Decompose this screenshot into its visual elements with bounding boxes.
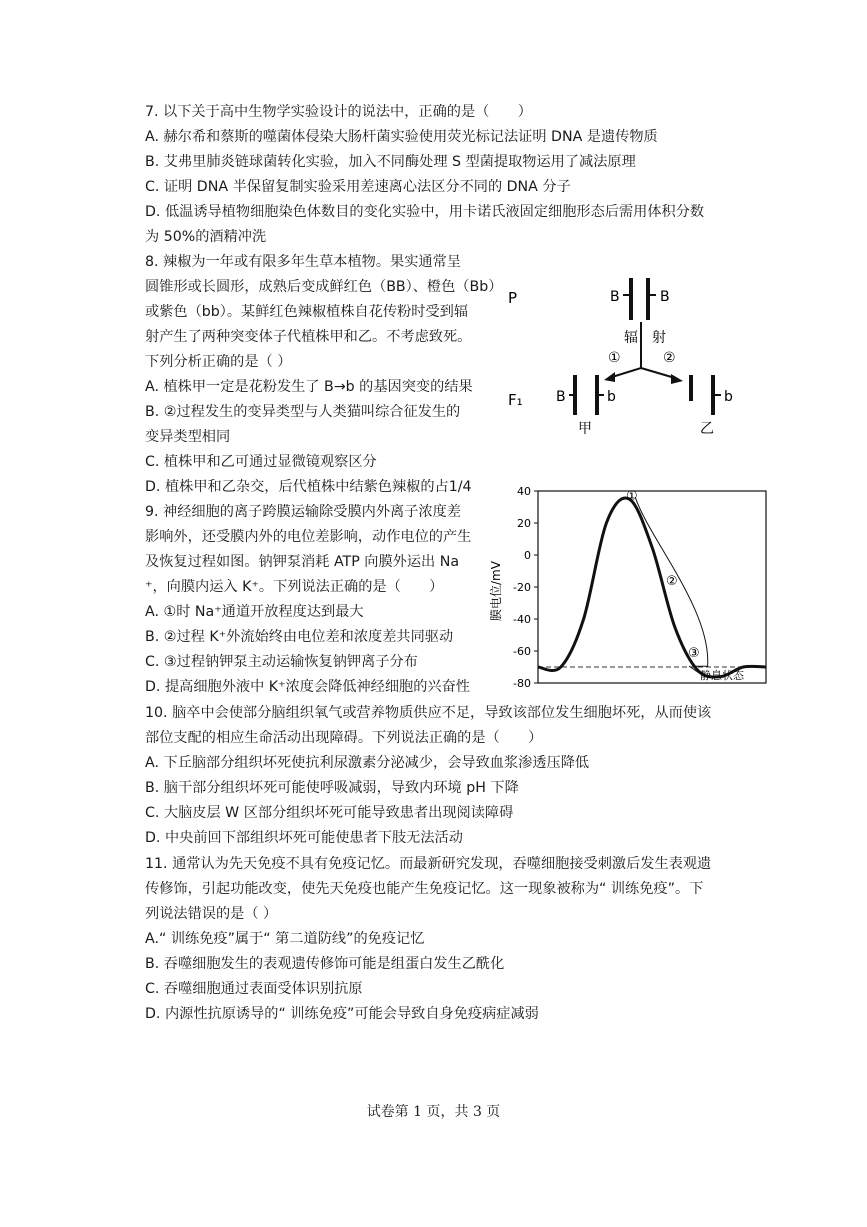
action-potential-curve (538, 498, 766, 677)
y-tick-label: -20 (513, 581, 531, 594)
q8-stem-2: 圆锥形或长圆形，成熟后变成鲜红色（BB）、橙色（Bb） (145, 279, 503, 295)
q8-option-d: D. 植株甲和乙杂交，后代植株中结紫色辣椒的占1/4 (145, 479, 472, 495)
q11-option-c: C. 吞噬细胞通过表面受体识别抗原 (145, 981, 363, 997)
jia-chromosome-right (595, 375, 599, 415)
q10-stem-2: 部位支配的相应生命活动出现障碍。下列说法正确的是（ ） (145, 730, 543, 746)
diagram-radiation-2: 射 (652, 330, 666, 346)
q8-stem-5: 下列分析正确的是（ ） (145, 354, 292, 370)
chart-y-axis-label: 膜电位/mV (489, 561, 503, 621)
diagram-p-allele-right: B (660, 289, 670, 305)
jia-chromosome-left (573, 375, 577, 415)
q8-option-a: A. 植株甲一定是花粉发生了 B→b 的基因突变的结果 (145, 379, 473, 395)
q8-stem-1: 8. 辣椒为一年或有限多年生草本植物。果实通常呈 (145, 254, 461, 270)
chromosome-diagram (500, 270, 760, 440)
q9-option-d: D. 提高细胞外液中 K⁺浓度会降低神经细胞的兴奋性 (145, 679, 470, 695)
q7-option-d-cont: 为 50%的酒精冲洗 (145, 229, 267, 245)
q11-stem-3: 列说法错误的是（ ） (145, 906, 278, 922)
resting-state-label: 静息状态 (700, 669, 744, 682)
diagram-p-label: P (508, 289, 518, 307)
action-potential-chart (486, 483, 776, 693)
chart-annotation-3: ③ (688, 646, 700, 661)
q11-option-b: B. 吞噬细胞发生的表观遗传修饰可能是组蛋白发生乙酰化 (145, 956, 505, 972)
q8-stem-3: 或紫色（bb）。某鲜红色辣椒植株自花传粉时受到辐 (145, 304, 469, 320)
chart-annotation-2: ② (666, 574, 678, 589)
diagram-yi-label: 乙 (700, 421, 714, 437)
q7-stem: 7. 以下关于高中生物学实验设计的说法中，正确的是（ ） (145, 104, 532, 120)
q9-option-a: A. ①时 Na⁺通道开放程度达到最大 (145, 604, 364, 620)
q11-stem-2: 传修饰，引起功能改变，使先天免疫也能产生免疫记忆。这一现象被称为“ 训练免疫”。下 (145, 881, 704, 897)
y-tick-label: 0 (524, 549, 531, 562)
y-tick-label: -80 (513, 677, 531, 690)
y-tick-label: 40 (517, 485, 531, 498)
q8-option-c: C. 植株甲和乙可通过显微镜观察区分 (145, 454, 377, 470)
q9-option-c: C. ③过程钠钾泵主动运输恢复钠钾离子分布 (145, 654, 418, 670)
q11-stem-1: 11. 通常认为先天免疫不具有免疫记忆。而最新研究发现，吞噬细胞接受刺激后发生表观遗 (145, 856, 712, 872)
yi-chromosome-left (689, 375, 693, 401)
diagram-process-2: ② (663, 350, 676, 366)
q11-option-a: A.“ 训练免疫”属于“ 第二道防线”的免疫记忆 (145, 931, 425, 947)
q11-option-d: D. 内源性抗原诱导的“ 训练免疫”可能会导致自身免疫病症减弱 (145, 1006, 539, 1022)
q10-option-a: A. 下丘脑部分组织坏死使抗利尿激素分泌减少，会导致血浆渗透压降低 (145, 755, 590, 771)
y-tick-label: -40 (513, 613, 531, 626)
q7-option-d: D. 低温诱导植物细胞染色体数目的变化实验中，用卡诺氏液固定细胞形态后需用体积分数 (145, 204, 705, 220)
q8-option-b-cont: 变异类型相同 (145, 429, 231, 445)
q8-stem-4: 射产生了两种突变体子代植株甲和乙。不考虑致死。 (145, 329, 472, 345)
page-footer: 试卷第 1 页，共 3 页 (366, 1104, 501, 1120)
diagram-p-allele-left: B (610, 289, 620, 305)
y-tick-label: 20 (517, 517, 531, 530)
chart-annotation-1: ① (626, 489, 638, 504)
q9-stem-4: ⁺，向膜内运入 K⁺。下列说法正确的是（ ） (145, 579, 444, 595)
diagram-yi-allele-right: b (724, 389, 733, 405)
diagram-f1-label: F₁ (508, 391, 523, 409)
q9-option-b: B. ②过程 K⁺外流始终由电位差和浓度差共同驱动 (145, 629, 454, 645)
q7-option-a: A. 赫尔希和蔡斯的噬菌体侵染大肠杆菌实验使用荧光标记法证明 DNA 是遗传物质 (145, 129, 658, 145)
q10-option-c: C. 大脑皮层 W 区部分组织坏死可能导致患者出现阅读障碍 (145, 805, 514, 821)
q8-option-b: B. ②过程发生的变异类型与人类猫叫综合征发生的 (145, 404, 461, 420)
yi-chromosome-right (711, 375, 715, 415)
q9-stem-3: 及恢复过程如图。钠钾泵消耗 ATP 向膜外运出 Na (145, 554, 460, 570)
chart-plot-frame (538, 491, 766, 683)
diagram-radiation-1: 辐 (624, 330, 638, 346)
p-chromosome-left (629, 278, 633, 320)
diagram-process-1: ① (608, 350, 621, 366)
p-chromosome-right (646, 278, 650, 320)
q10-option-b: B. 脑干部分组织坏死可能使呼吸减弱，导致内环境 pH 下降 (145, 780, 519, 796)
diagram-jia-allele-left: B (556, 389, 566, 405)
q10-stem-1: 10. 脑卒中会使部分脑组织氧气或营养物质供应不足，导致该部位发生细胞坏死，从而使该 (145, 705, 712, 721)
q9-stem-2: 影响外，还受膜内外的电位差影响，动作电位的产生 (145, 529, 472, 545)
y-tick-label: -60 (513, 645, 531, 658)
q9-stem-1: 9. 神经细胞的离子跨膜运输除受膜内外离子浓度差 (145, 504, 461, 520)
q7-option-c: C. 证明 DNA 半保留复制实验采用差速离心法区分不同的 DNA 分子 (145, 179, 571, 195)
q10-option-d: D. 中央前回下部组织坏死可能使患者下肢无法活动 (145, 830, 463, 846)
diagram-jia-allele-right: b (607, 389, 616, 405)
q7-option-b: B. 艾弗里肺炎链球菌转化实验，加入不同酶处理 S 型菌提取物运用了减法原理 (145, 154, 636, 170)
diagram-jia-label: 甲 (578, 421, 592, 437)
